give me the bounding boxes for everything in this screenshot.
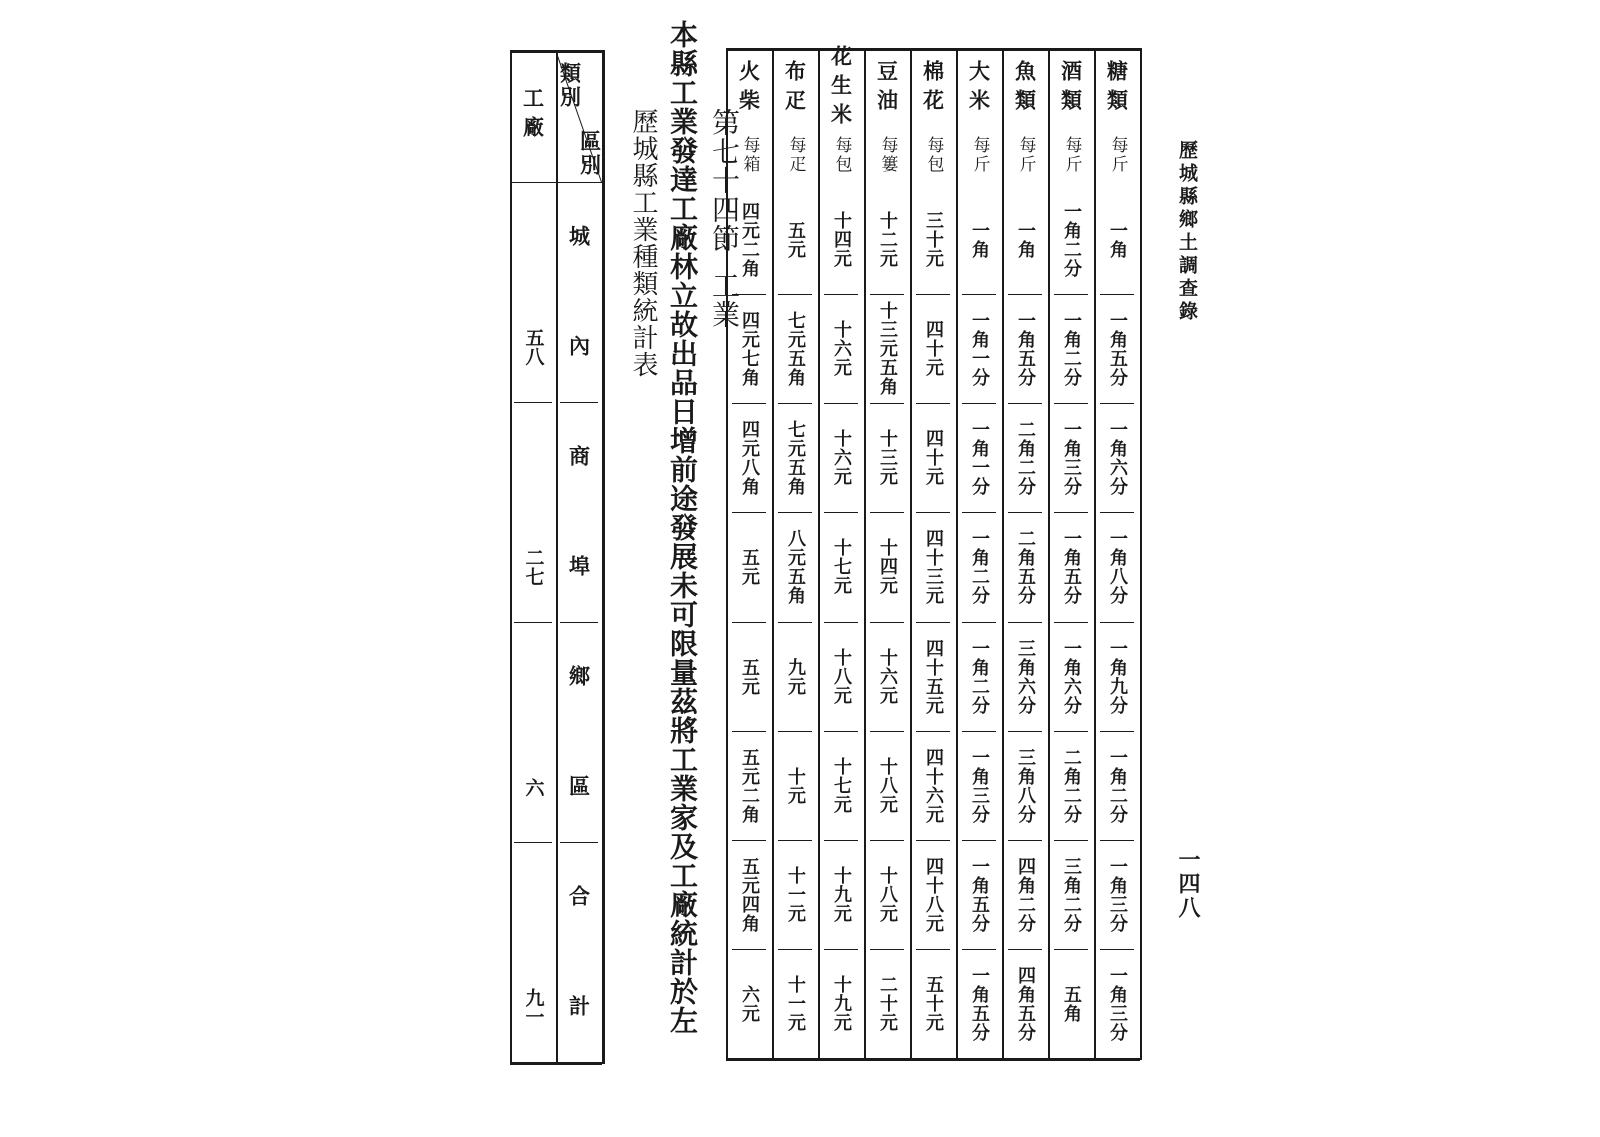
price-value-text: 四元七角: [739, 310, 760, 387]
district-head-text: 計: [566, 995, 592, 1019]
price-value: [726, 624, 772, 729]
price-value: [956, 514, 1002, 619]
district-head: [556, 626, 602, 728]
price-table-band-rule: [1008, 294, 1042, 295]
price-value: [1002, 842, 1048, 947]
price-table-band-rule: [1100, 840, 1134, 841]
price-value-text: 五元: [739, 547, 760, 586]
price-value-text: 六元: [739, 984, 760, 1023]
price-table-band-rule: [962, 840, 996, 841]
price-value: [864, 733, 910, 838]
price-item-unit-text: 每簍: [877, 136, 898, 174]
price-value: [818, 187, 864, 292]
price-value: [772, 842, 818, 947]
price-item-unit-text: 每斤: [969, 136, 990, 174]
price-table-band-rule: [916, 622, 950, 623]
price-item-unit-text: 每包: [831, 136, 852, 174]
price-value: [910, 951, 956, 1056]
price-item-name: [818, 45, 864, 132]
intro-text: 本縣工業發達工廠林立故出品日增前途發展未可限量茲將工業家及工廠統計於左: [666, 20, 699, 1035]
price-value-text: 一角: [969, 220, 990, 259]
price-value-text: 一角五分: [1107, 310, 1128, 387]
price-value-text: 一角五分: [1015, 310, 1036, 387]
factory-count: [510, 736, 556, 838]
price-table-band-rule: [1100, 512, 1134, 513]
price-value-text: 一角二分: [1061, 201, 1082, 278]
price-value-text: 四十八元: [923, 856, 944, 933]
price-value-text: 一角二分: [1107, 747, 1128, 824]
price-table-top-rule: [726, 48, 1140, 51]
price-table-band-rule: [1054, 840, 1088, 841]
price-table-band-rule: [732, 403, 766, 404]
price-value: [1094, 514, 1140, 619]
price-table-column-rule: [1140, 48, 1142, 1060]
price-value-text: 二角五分: [1015, 528, 1036, 605]
price-value: [864, 624, 910, 729]
price-table-band-rule: [732, 622, 766, 623]
price-table-band-rule: [916, 512, 950, 513]
price-item-name: [1002, 52, 1048, 125]
price-table-band-rule: [778, 403, 812, 404]
price-value-text: 十八元: [877, 866, 898, 923]
price-value: [910, 514, 956, 619]
price-value: [726, 514, 772, 619]
district-head-text: 區: [566, 775, 592, 799]
price-value: [1094, 951, 1140, 1056]
price-value: [818, 951, 864, 1056]
price-value-text: 四十元: [923, 429, 944, 486]
price-value-text: 四角二分: [1015, 856, 1036, 933]
price-item-unit-text: 每斤: [1061, 136, 1082, 174]
factory-corner-district-text: 區別: [577, 130, 603, 178]
price-value-text: 三十元: [923, 211, 944, 268]
price-value: [1048, 951, 1094, 1056]
price-item-name-text: 火柴: [736, 59, 762, 118]
price-item-unit: [864, 125, 910, 185]
price-item-name: [956, 52, 1002, 125]
price-table-band-rule: [778, 512, 812, 513]
price-table-band-rule: [1008, 512, 1042, 513]
factory-table-right-rule: [602, 50, 605, 1064]
price-value-text: 一角五分: [969, 965, 990, 1042]
factory-table-title: 歷城縣工業種類統計表: [628, 108, 658, 378]
price-item-name-text: 花生米: [828, 45, 854, 132]
price-item-unit-text: 每疋: [785, 136, 806, 174]
price-value-text: 十六元: [831, 320, 852, 377]
price-value-text: 五元: [785, 220, 806, 259]
price-value-text: 五十元: [923, 975, 944, 1032]
price-value-text: 十九元: [831, 975, 852, 1032]
price-table-band-rule: [778, 622, 812, 623]
price-value: [864, 187, 910, 292]
price-table-band-rule: [778, 840, 812, 841]
price-value: [1002, 951, 1048, 1056]
price-value: [956, 296, 1002, 401]
factory-corner-category: [558, 56, 582, 116]
price-item-name-text: 糖類: [1104, 59, 1130, 118]
price-value-text: 一角二分: [1061, 310, 1082, 387]
price-value-text: 十七元: [831, 757, 852, 814]
price-value-text: 十八元: [831, 648, 852, 705]
price-value-text: 十九元: [831, 866, 852, 923]
district-head-text: 內: [566, 335, 592, 359]
price-table-band-rule: [870, 294, 904, 295]
district-head: [556, 406, 602, 508]
price-value: [864, 296, 910, 401]
price-value: [726, 405, 772, 510]
price-value-text: 十八元: [877, 757, 898, 814]
price-value: [1002, 187, 1048, 292]
price-value: [772, 951, 818, 1056]
price-value: [1002, 733, 1048, 838]
district-head: [556, 736, 602, 838]
price-table-band-rule: [778, 294, 812, 295]
price-table-band-rule: [824, 622, 858, 623]
district-head-text: 鄉: [566, 665, 592, 689]
price-item-name-text: 魚類: [1012, 59, 1038, 118]
price-table-band-rule: [962, 512, 996, 513]
price-value-text: 九元: [785, 657, 806, 696]
price-value: [910, 296, 956, 401]
price-value: [772, 187, 818, 292]
price-value: [772, 405, 818, 510]
page-number: 一四八: [1175, 848, 1201, 920]
price-value: [818, 405, 864, 510]
price-value: [1002, 514, 1048, 619]
price-table-band-rule: [824, 840, 858, 841]
factory-row-label: [510, 56, 556, 176]
district-head-text: 商: [566, 445, 592, 469]
price-value: [1094, 187, 1140, 292]
factory-count-text: 九一: [522, 988, 545, 1026]
price-table-band-rule: [1054, 512, 1088, 513]
price-value: [772, 624, 818, 729]
price-item-name: [1094, 52, 1140, 125]
price-value: [818, 514, 864, 619]
price-table-band-rule: [962, 949, 996, 950]
price-table-band-rule: [916, 294, 950, 295]
price-value-text: 十六元: [831, 429, 852, 486]
price-value: [726, 733, 772, 838]
price-value-text: 五元二角: [739, 747, 760, 824]
price-value-text: 一角八分: [1107, 528, 1128, 605]
price-value: [956, 405, 1002, 510]
price-table-band-rule: [1008, 403, 1042, 404]
price-value-text: 五元: [739, 657, 760, 696]
price-value: [910, 187, 956, 292]
price-value-text: 四十六元: [923, 747, 944, 824]
price-value: [864, 514, 910, 619]
price-table-band-rule: [870, 622, 904, 623]
price-value: [1048, 296, 1094, 401]
price-value: [1094, 624, 1140, 729]
price-value-text: 二角二分: [1061, 747, 1082, 824]
price-value: [1048, 405, 1094, 510]
price-item-unit: [1048, 125, 1094, 185]
price-value-text: 一角一分: [969, 419, 990, 496]
price-item-name: [772, 52, 818, 125]
price-item-name-text: 酒類: [1058, 59, 1084, 118]
price-table-band-rule: [916, 840, 950, 841]
price-value-text: 四元八角: [739, 419, 760, 496]
factory-corner-category-text: 類別: [557, 62, 583, 110]
price-table-band-rule: [1100, 294, 1134, 295]
price-item-unit-text: 每包: [923, 136, 944, 174]
factory-count-text: 六: [522, 777, 545, 797]
price-table-band-rule: [1008, 731, 1042, 732]
running-header: 歷城縣鄉土調查錄: [1176, 140, 1198, 324]
price-table-band-rule: [1100, 403, 1134, 404]
factory-count: [510, 296, 556, 398]
price-table-band-rule: [870, 403, 904, 404]
district-head: [556, 956, 602, 1058]
price-table-band-rule: [732, 840, 766, 841]
price-table-band-rule: [1008, 949, 1042, 950]
price-table-band-rule: [732, 731, 766, 732]
price-table-bottom-rule: [726, 1058, 1140, 1061]
price-value-text: 一角三分: [1107, 965, 1128, 1042]
price-table-band-rule: [824, 294, 858, 295]
price-table-band-rule: [1054, 731, 1088, 732]
price-value-text: 一角三分: [1061, 419, 1082, 496]
price-table-band-rule: [778, 949, 812, 950]
price-item-name-text: 棉花: [920, 59, 946, 118]
price-value-text: 二十元: [877, 975, 898, 1032]
price-value-text: 十六元: [877, 648, 898, 705]
price-item-name-text: 豆油: [874, 59, 900, 118]
price-table-band-rule: [870, 949, 904, 950]
price-table-band-rule: [870, 840, 904, 841]
factory-table-band-rule: [514, 622, 552, 623]
price-value: [910, 624, 956, 729]
factory-count: [510, 516, 556, 618]
price-value-text: 五角: [1061, 984, 1082, 1023]
price-value-text: 一角三分: [1107, 856, 1128, 933]
section-number: 第七十四節: [708, 108, 741, 253]
price-value: [956, 187, 1002, 292]
price-value-text: 一角: [1015, 220, 1036, 259]
price-item-unit: [772, 125, 818, 185]
price-table-band-rule: [1100, 622, 1134, 623]
price-value: [1002, 405, 1048, 510]
district-head: [556, 516, 602, 618]
price-value: [864, 951, 910, 1056]
factory-count-text: 二七: [522, 548, 545, 586]
price-table-band-rule: [824, 731, 858, 732]
factory-table-band-rule: [560, 622, 598, 623]
price-item-unit: [910, 125, 956, 185]
price-value-text: 一角三分: [969, 747, 990, 824]
price-value: [1048, 187, 1094, 292]
price-item-name: [864, 52, 910, 125]
price-value: [956, 733, 1002, 838]
price-value-text: 十四元: [831, 211, 852, 268]
price-value: [726, 842, 772, 947]
district-head-text: 合: [566, 885, 592, 909]
price-value-text: 四元二角: [739, 201, 760, 278]
price-value: [772, 514, 818, 619]
price-value: [818, 624, 864, 729]
price-table-band-rule: [824, 512, 858, 513]
price-value: [864, 405, 910, 510]
price-value: [956, 951, 1002, 1056]
price-value: [818, 842, 864, 947]
price-table-band-rule: [962, 294, 996, 295]
price-value: [1048, 842, 1094, 947]
price-item-name-text: 大米: [966, 59, 992, 118]
price-table-band-rule: [732, 512, 766, 513]
price-value-text: 十二元: [877, 211, 898, 268]
price-value-text: 一角五分: [969, 856, 990, 933]
price-table-band-rule: [1008, 622, 1042, 623]
price-item-name: [1048, 52, 1094, 125]
factory-table-band-rule: [514, 842, 552, 843]
factory-table-band-rule: [514, 402, 552, 403]
price-value-text: 四角五分: [1015, 965, 1036, 1042]
price-value-text: 三角八分: [1015, 747, 1036, 824]
price-value: [956, 842, 1002, 947]
price-value: [772, 733, 818, 838]
price-table-band-rule: [962, 403, 996, 404]
price-value: [864, 842, 910, 947]
price-item-unit: [1002, 125, 1048, 185]
price-value: [1094, 405, 1140, 510]
price-value-text: 三角六分: [1015, 638, 1036, 715]
price-value: [956, 624, 1002, 729]
price-item-unit-text: 每斤: [1107, 136, 1128, 174]
price-value-text: 一角五分: [1061, 528, 1082, 605]
price-table-band-rule: [962, 731, 996, 732]
price-value: [818, 733, 864, 838]
price-value-text: 七元五角: [785, 310, 806, 387]
price-table-band-rule: [916, 731, 950, 732]
price-value-text: 一角六分: [1061, 638, 1082, 715]
price-value: [910, 405, 956, 510]
price-table-band-rule: [870, 512, 904, 513]
price-value-text: 十一元: [785, 975, 806, 1032]
price-value-text: 四十五元: [923, 638, 944, 715]
price-value: [1094, 842, 1140, 947]
district-head: [556, 186, 602, 288]
price-table-band-rule: [916, 403, 950, 404]
factory-count: [510, 956, 556, 1058]
district-head: [556, 846, 602, 948]
price-item-name-text: 布疋: [782, 59, 808, 118]
factory-table-band-rule: [560, 402, 598, 403]
price-item-unit: [818, 125, 864, 185]
price-value: [910, 733, 956, 838]
price-table-band-rule: [1100, 949, 1134, 950]
price-item-unit: [956, 125, 1002, 185]
price-item-name: [910, 52, 956, 125]
price-table-band-rule: [824, 403, 858, 404]
price-value-text: 一角六分: [1107, 419, 1128, 496]
price-value-text: 十三元: [877, 429, 898, 486]
price-value-text: 四十元: [923, 320, 944, 377]
district-head-text: 城: [566, 225, 592, 249]
price-value-text: 十元: [785, 766, 806, 805]
section-subject: 工業: [708, 271, 741, 329]
price-value: [910, 842, 956, 947]
district-head-text: 埠: [566, 555, 592, 579]
price-value-text: 十一元: [785, 866, 806, 923]
price-value: [818, 296, 864, 401]
price-table-band-rule: [1100, 731, 1134, 732]
price-table-band-rule: [870, 731, 904, 732]
price-value: [1002, 296, 1048, 401]
price-item-unit: [1094, 125, 1140, 185]
price-table-band-rule: [1054, 622, 1088, 623]
price-value: [1002, 624, 1048, 729]
price-value-text: 四十三元: [923, 528, 944, 605]
price-table-band-rule: [1008, 840, 1042, 841]
price-value-text: 十四元: [877, 538, 898, 595]
factory-corner-district: [578, 124, 602, 184]
price-table-band-rule: [1054, 403, 1088, 404]
price-value-text: 三角二分: [1061, 856, 1082, 933]
factory-table-band-rule: [560, 842, 598, 843]
section-number-title: [708, 108, 741, 329]
price-value-text: 一角二分: [969, 638, 990, 715]
price-value-text: 八元五角: [785, 528, 806, 605]
factory-count-text: 五八: [522, 328, 545, 366]
district-head: [556, 296, 602, 398]
price-table-band-rule: [732, 949, 766, 950]
price-value-text: 一角九分: [1107, 638, 1128, 715]
price-table-band-rule: [962, 622, 996, 623]
price-value: [772, 296, 818, 401]
price-table-band-rule: [1054, 949, 1088, 950]
price-value-text: 一角一分: [969, 310, 990, 387]
price-value-text: 一角: [1107, 220, 1128, 259]
price-value: [1094, 733, 1140, 838]
price-value: [1048, 514, 1094, 619]
price-table-band-rule: [916, 949, 950, 950]
price-table-band-rule: [824, 949, 858, 950]
price-value-text: 十三元五角: [877, 301, 898, 396]
factory-row-label-text: 工廠: [520, 87, 546, 145]
price-value-text: 一角二分: [969, 528, 990, 605]
price-value: [1094, 296, 1140, 401]
price-value: [726, 951, 772, 1056]
price-value: [1048, 624, 1094, 729]
price-value-text: 五元四角: [739, 856, 760, 933]
price-table-band-rule: [1054, 294, 1088, 295]
price-value-text: 十七元: [831, 538, 852, 595]
price-value-text: 二角二分: [1015, 419, 1036, 496]
price-value-text: 七元五角: [785, 419, 806, 496]
price-item-unit-text: 每箱: [739, 136, 760, 174]
price-value: [1048, 733, 1094, 838]
price-table-band-rule: [778, 731, 812, 732]
price-item-unit-text: 每斤: [1015, 136, 1036, 174]
